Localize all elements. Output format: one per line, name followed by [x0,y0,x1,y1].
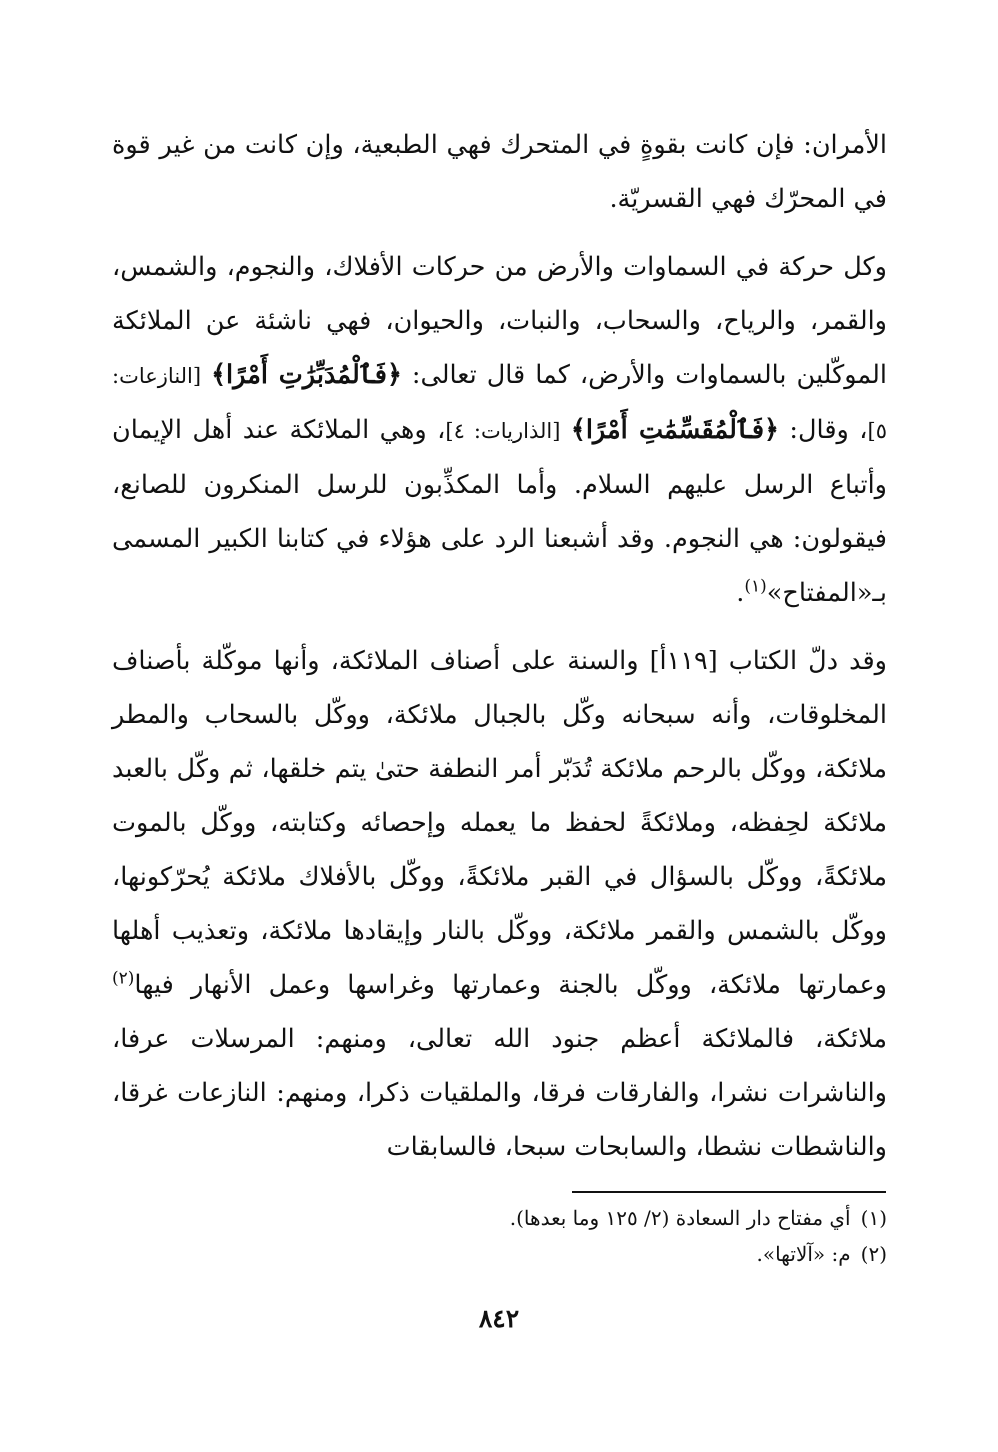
footnote-1-text: أي مفتاح دار السعادة (٢/ ١٢٥ وما بعدها). [509,1206,851,1230]
paragraph-1-text: الأمران: فإن كانت بقوةٍ في المتحرك فهي الطبعية، وإن كانت من غير قوة في المحرّك فهي القسريّة. [112,130,887,214]
verse-reference-1: [النازعات: ٥] [112,364,888,443]
paragraph-2-text-b: ، وقال: [778,415,868,445]
footnotes [112,1200,887,1272]
paragraph-3-text-a: وقد دلّ الكتاب [١١٩أ] والسنة على أصناف الملائكة، وأنها موكّلة بأصناف المخلوقات، وأنه سبحانه وكّل بالجبال ملائكة، ووكّل بالسحاب والمطر ملائكة، ووكّل بالرحم ملائكة تُدَبّر أمر النطفة حتىٰ يتم خلقها، ثم وكّل بالعبد ملائكة لحِفظه، وملائكةً لحفظ ما يعمله وإحصائه وكتابته، ووكّل بالموت ملائكةً، ووكّل بالسؤال في القبر ملائكةً، ووكّل بالأفلاك ملائكة يُحرّكونها، ووكّل بالشمس والقمر ملائكة، ووكّل بالنار وإيقادها ملائكة، وتعذيب أهلها وعمارتها ملائكة، ووكّل بالجنة وعمارتها وغراسها وعمل الأنهار فيها [112,646,887,1000]
footnote-1 [112,1200,887,1236]
paragraph-3-text-b: ملائكة، فالملائكة أعظم جنود الله تعالى، ومنهم: المرسلات عرفا، والناشرات نشرا، والفارقات فرقا، والملقيات ذكرا، ومنهم: النازعات غرقا، والناشطات نشطا، والسابحات سبحا، فالسابقات [112,1024,887,1162]
paragraph-2-text-d: . [736,578,745,608]
footnote-marker-2[interactable]: (٢) [112,968,135,989]
paragraph-2-text-a: وكل حركة في السماوات والأرض من حركات الأفلاك، والنجوم، والشمس، والقمر، والرياح، والسحاب، والنبات، والحيوان، فهي ناشئة عن الملائكة الموكّلين بالسماوات والأرض، كما قال تعالى: [112,252,888,390]
footnote-1-number: (١) [860,1206,887,1230]
footnote-2-text: م: «آلاتها». [756,1242,851,1266]
quran-verse-2: ﴿فَٱلْمُقَسِّمَٰتِ أَمْرًا﴾ [570,415,779,445]
paragraph-1 [112,118,887,226]
paragraph-2-text-c: ، وهي الملائكة عند أهل الإيمان وأتباع الرسل عليهم السلام. وأما المكذِّبون للرسل المنكرون للصانع، فيقولون: هي النجوم. وقد أشبعنا الرد على هؤلاء في كتابنا الكبير المسمى بـ«المفتاح» [112,415,887,608]
footnote-2 [112,1236,887,1272]
main-text [112,118,887,1174]
footnote-marker-1[interactable]: (١) [744,576,767,597]
footnote-divider [572,1191,886,1193]
paragraph-2 [112,240,887,620]
footnote-2-number: (٢) [860,1242,887,1266]
paragraph-3 [112,634,887,1174]
verse-reference-2: [الذاريات: ٤] [445,419,561,443]
quran-verse-1: ﴿فَٱلْمُدَبِّرَٰتِ أَمْرًا﴾ [211,360,402,390]
page-number: ٨٤٢ [478,1304,520,1333]
